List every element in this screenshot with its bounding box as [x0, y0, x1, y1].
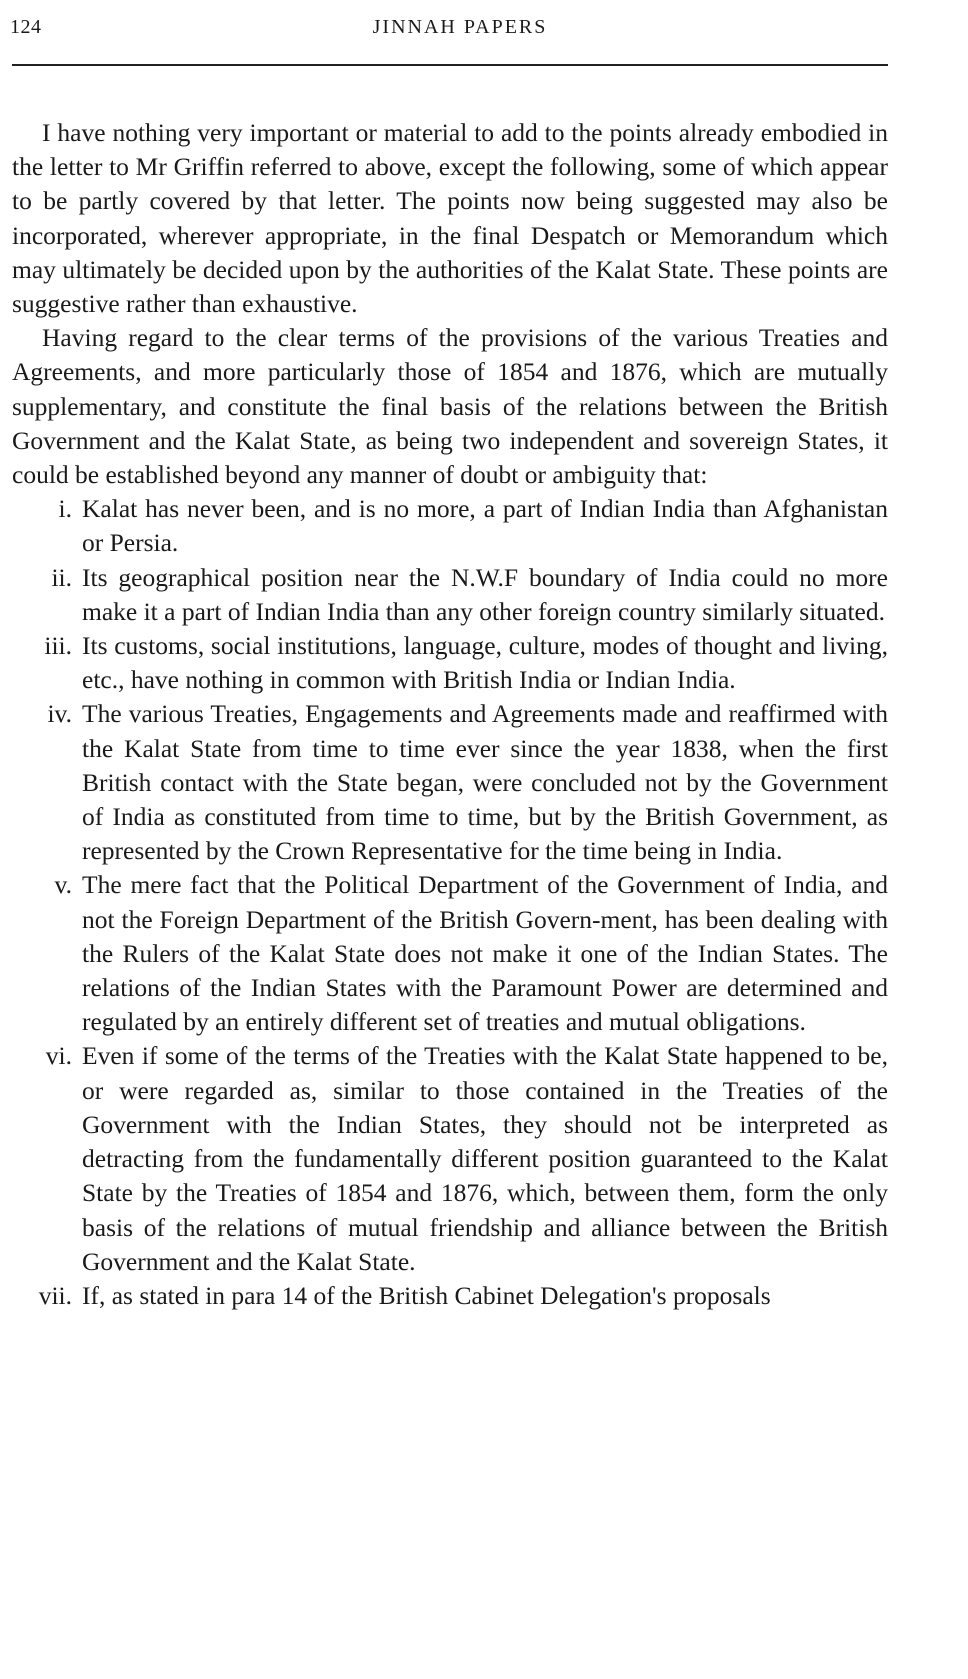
list-item: [12, 629, 888, 697]
list-item: [12, 868, 888, 1039]
list-numeral: iv.: [47, 699, 72, 729]
list-numeral: ii.: [51, 562, 72, 592]
list-item-text: Its customs, social institutions, language, culture, modes of thought and living, etc., have nothing in common with British India or Indian India.: [82, 631, 888, 695]
list-item: [12, 492, 888, 560]
list-item-text: Kalat has never been, and is no more, a part of Indian India than Afghanistan or Persia.: [82, 494, 888, 558]
running-title: JINNAH PAPERS: [372, 16, 548, 38]
page-header: [10, 16, 890, 46]
list-item: [12, 1039, 888, 1278]
list-numeral: i.: [58, 494, 72, 524]
paragraph: Having regard to the clear terms of the provisions of the various Treaties and Agreements, and more particularly those of 1854 and 1876, which are mutually supplementary, and constitute the final basis of the relations between the British Government and the Kalat State, as being two independent and sovereign States, it could be established beyond any manner of doubt or ambiguity that:: [12, 323, 888, 490]
list-numeral: vii.: [38, 1280, 72, 1310]
list-item-text: The mere fact that the Political Department of the Government of India, and not the Foreign Department of the British Govern-ment, has been dealing with the Rulers of the Kalat State does not make it one of the Indian States. The relations of the Indian States with the Paramount Power are determined and regulated by an entirely different set of treaties and mutual obligations.: [82, 870, 888, 1037]
body-text: [12, 116, 888, 1313]
list-item-text: Its geographical position near the N.W.F boundary of India could no more make it a part of Indian India than any other foreign country similarly situated.: [82, 562, 888, 626]
page-number: 124: [10, 16, 42, 38]
list-item: [12, 697, 888, 868]
header-rule: [12, 64, 888, 66]
list-item: [12, 1279, 888, 1313]
numbered-list: [12, 492, 888, 1313]
list-item: [12, 561, 888, 629]
list-item-text: Even if some of the terms of the Treaties with the Kalat State happened to be, or were regarded as, similar to those contained in the Treaties of the Government with the Indian States, they should not be interpreted as detracting from the fundamentally different position guaranteed to the Kalat State by the Treaties of 1854 and 1876, which, between them, form the only basis of the relations of mutual friendship and alliance between the British Government and the Kalat State.: [82, 1041, 888, 1276]
list-item-text: The various Treaties, Engagements and Agreements made and reaffirmed with the Kalat State from time to time ever since the year 1838, when the first British contact with the State began, were concluded not by the Government of India as constituted from time to time, but by the British Government, as represented by the Crown Representative for the time being in India.: [82, 699, 888, 866]
list-numeral: vi.: [45, 1041, 72, 1071]
list-numeral: v.: [54, 870, 72, 900]
paragraph: I have nothing very important or material to add to the points already embodied in the letter to Mr Griffin referred to above, except the following, some of which appear to be partly covered by that letter. The points now being suggested may also be incorporated, wherever appropriate, in the final Despatch or Memorandum which may ultimately be decided upon by the authorities of the Kalat State. These points are suggestive rather than exhaustive.: [12, 118, 888, 319]
list-item-text: If, as stated in para 14 of the British Cabinet Delegation's proposals: [82, 1280, 771, 1310]
list-numeral: iii.: [44, 631, 72, 661]
